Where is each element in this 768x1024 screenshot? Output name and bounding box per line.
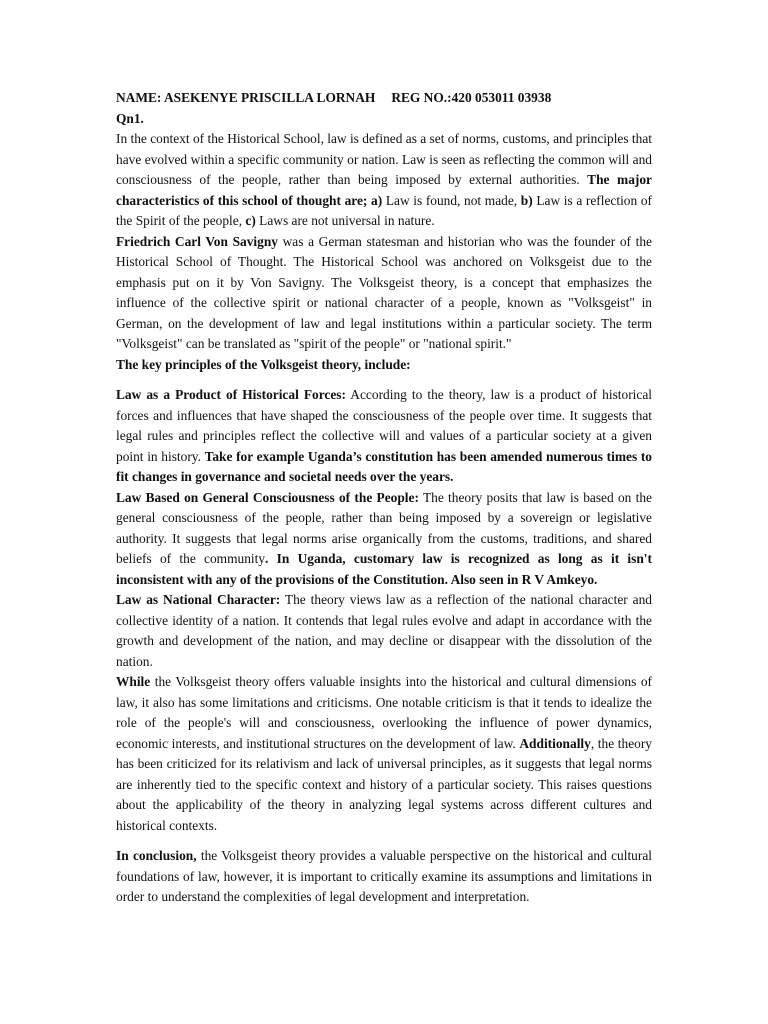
characteristic-c-label: c) [245, 213, 256, 228]
criticism-text-2: , the theory has been criticized for its relativism and lack of universal principles, as it suggests that legal norms are inherently tied to the specific context and history of a particular society. This raises questions about the applicability of the theory in analyzing legal systems across different cultures and historical contexts. [116, 735, 652, 833]
principle-historical-forces [116, 385, 652, 488]
savigny-name: Friedrich Carl Von Savigny [116, 233, 278, 249]
registration-number: REG NO.:420 053011 03938 [391, 90, 552, 105]
conclusion-lead: In conclusion, [116, 848, 197, 863]
additionally-word: Additionally [519, 735, 591, 751]
savigny-paragraph [116, 232, 652, 355]
criticism-paragraph [116, 672, 652, 836]
principle-2-example: . In Uganda, customary law is recognized as long as it isn't inconsistent with any of the provisions of the Constitution. Also seen in R V Amkeyo. [116, 551, 652, 587]
intro-text-3: Law is a reflection of the Spirit of the people, [116, 192, 652, 228]
intro-paragraph [116, 129, 652, 232]
conclusion-text: the Volksgeist theory provides a valuable perspective on the historical and cultural foundations of law, however, it is important to critically examine its assumptions and limitations in order to understand the complexities of legal development and interpretation. [116, 848, 653, 904]
criticism-text-1: the Volksgeist theory offers valuable insights into the historical and cultural dimensions of law, it also has some limitations and criticisms. One notable criticism is that it tends to idealize the role of the people's will and consciousness, overlooking the influence of power dynamics, economic interests, and institutional structures on the development of law. [116, 674, 652, 751]
conclusion-paragraph [116, 846, 652, 908]
intro-text-2: Law is found, not made, [382, 192, 521, 208]
criticism-lead-word: While [116, 674, 151, 689]
principle-1-example: Take for example Uganda’s constitution has been amended numerous times to fit changes in governance and societal needs over the years. [116, 448, 652, 484]
student-header [116, 88, 652, 109]
characteristics-heading: The major characteristics of this school of thought are; a) [116, 172, 652, 208]
principle-3-text: The theory views law as a reflection of the national character and collective identity of a nation. It contends that legal rules evolve and adapt in accordance with the growth and development of the nation, and may decline or disappear with the dissolution of the nation. [116, 592, 652, 669]
student-name: NAME: ASEKENYE PRISCILLA LORNAH [116, 90, 376, 105]
principles-heading: The key principles of the Volksgeist theory, include: [116, 356, 411, 372]
principle-3-title: Law as National Character: [116, 592, 281, 607]
document-page [116, 88, 652, 908]
savigny-text: was a German statesman and historian who was the founder of the Historical School of Thought. The Historical School was anchored on Volksgeist due to the emphasis put on it by Von Savigny. The Volksgeist theory, is a concept that emphasizes the influence of the collective spirit or national character of a people, known as "Volksgeist" in German, on the development of law and legal institutions within a particular society. The term "Volksgeist" can be translated as "spirit of the people" or "national spirit." [116, 233, 652, 351]
principle-1-title: Law as a Product of Historical Forces: [116, 387, 346, 402]
intro-text-4: Laws are not universal in nature. [255, 213, 435, 228]
principle-national-character [116, 590, 652, 672]
principle-1-text: According to the theory, law is a product of historical forces and influences that have shaped the consciousness of the people over time. It suggests that legal rules and principles reflect the collective will and values of a particular society at a given point in history. [116, 387, 652, 464]
principle-general-consciousness [116, 488, 652, 591]
principle-2-title: Law Based on General Consciousness of the People: [116, 489, 419, 505]
principle-2-text: The theory posits that law is based on the general consciousness of the people, rather than being imposed by a sovereign or legislative authority. It suggests that legal norms arise organically from the customs, traditions, and shared beliefs of the community [116, 489, 652, 566]
intro-text-1: In the context of the Historical School, law is defined as a set of norms, customs, and principles that have evolved within a specific community or nation. Law is seen as reflecting the common will and consciousness of the people, rather than being imposed by external authorities. [116, 131, 652, 187]
characteristic-b-label: b) [520, 192, 533, 208]
question-label: Qn1. [116, 110, 144, 126]
